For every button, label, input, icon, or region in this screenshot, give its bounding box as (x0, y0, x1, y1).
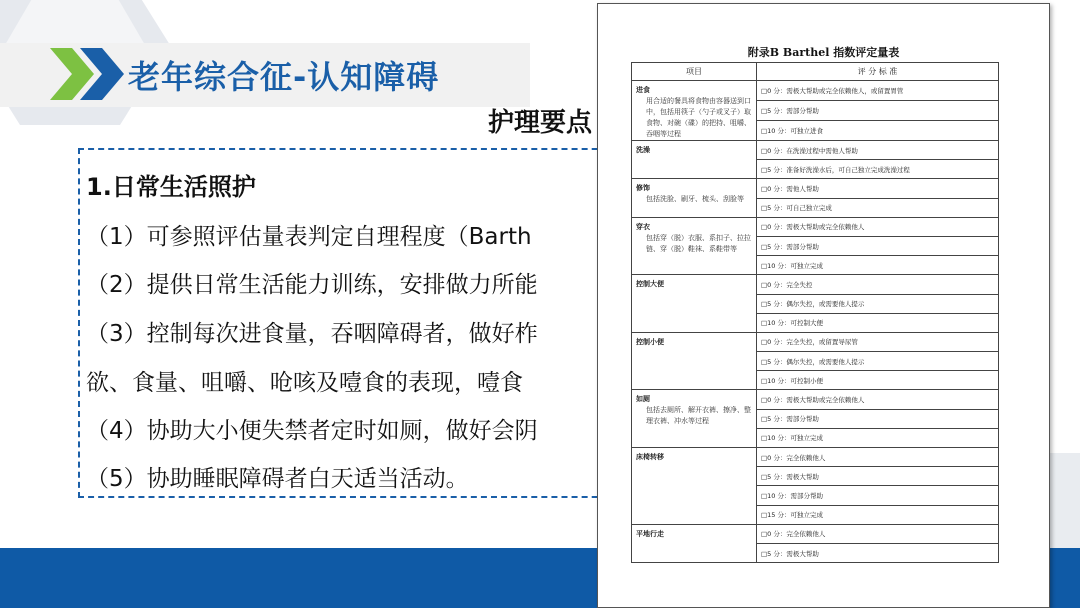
criteria-cell: □0 分：在洗澡过程中需他人帮助 (757, 141, 999, 160)
document-title: 附录B Barthel 指数评定量表 (747, 46, 900, 59)
item-name: 床椅转移 (636, 453, 664, 461)
table-row (632, 275, 999, 294)
chevron-arrows-icon (50, 48, 130, 100)
table-row (632, 141, 999, 160)
table-header-row (632, 63, 999, 81)
section-heading: 1.日常生活照护 (86, 173, 256, 201)
criteria-cell: □0 分：完全失控 (757, 275, 999, 294)
item-cell (632, 332, 757, 390)
care-line-1: （1）可参照评估量表判定自理程度（Barth (86, 224, 532, 250)
criteria-cell: □5 分：偶尔失控，或需要他人提示 (757, 294, 999, 313)
item-cell (632, 179, 757, 217)
item-description: 包括洗脸、刷牙、梳头、刮脸等 (646, 195, 744, 204)
item-cell (632, 524, 757, 562)
item-name: 洗澡 (636, 146, 650, 154)
care-line-6: （5）协助睡眠障碍者白天适当活动。 (86, 466, 469, 492)
criteria-cell: □5 分：可自己独立完成 (757, 198, 999, 217)
criteria-cell: □10 分：可独立完成 (757, 428, 999, 447)
criteria-cell: □5 分：需极大帮助 (757, 467, 999, 486)
item-cell (632, 81, 757, 141)
item-cell (632, 217, 757, 275)
criteria-cell: □10 分：可独立完成 (757, 256, 999, 275)
criteria-cell: □10 分：需部分帮助 (757, 486, 999, 505)
criteria-cell: □0 分：需极大帮助或完全依赖他人，或留置胃管 (757, 81, 999, 101)
criteria-cell: □5 分：偶尔失控，或需要他人提示 (757, 352, 999, 371)
care-line-4: 欲、食量、咀嚼、呛咳及噎食的表现，噎食 (86, 370, 523, 396)
criteria-cell: □5 分：需极大帮助 (757, 543, 999, 562)
item-name: 进食 (636, 86, 650, 94)
criteria-cell: □5 分：准备好洗澡水后，可自己独立完成洗澡过程 (757, 160, 999, 179)
item-name: 如厕 (636, 395, 650, 404)
item-cell (632, 141, 757, 179)
criteria-cell: □5 分：需部分帮助 (757, 236, 999, 255)
table-row (632, 390, 999, 409)
table-row (632, 448, 999, 467)
item-name: 修饰 (636, 184, 650, 193)
slide-subtitle: 护理要点 (488, 108, 593, 138)
care-line-3: （3）控制每次进食量，吞咽障碍者，做好柞 (86, 321, 538, 347)
criteria-cell: □0 分：完全依赖他人 (757, 524, 999, 543)
item-name: 平地行走 (636, 529, 664, 538)
col-criteria-header: 评 分 标 准 (757, 63, 999, 81)
criteria-cell: □0 分：需极大帮助或完全依赖他人 (757, 390, 999, 409)
criteria-cell: □10 分：可独立进食 (757, 121, 999, 141)
barthel-table (631, 62, 999, 563)
criteria-cell: □0 分：完全依赖他人 (757, 448, 999, 467)
item-cell (632, 275, 757, 333)
item-cell (632, 448, 757, 525)
table-row (632, 81, 999, 101)
table-row (632, 179, 999, 198)
table-row (632, 217, 999, 236)
col-item-header: 项目 (632, 63, 757, 81)
table-row (632, 524, 999, 543)
criteria-cell: □0 分：需极大帮助或完全依赖他人 (757, 217, 999, 236)
criteria-cell: □10 分：可控制小便 (757, 371, 999, 390)
barthel-document-page (597, 3, 1050, 608)
table-row (632, 332, 999, 351)
slide-title: 老年综合征-认知障碍 (128, 58, 440, 96)
care-line-2: （2）提供日常生活能力训练，安排做力所能 (86, 272, 538, 298)
item-name: 控制小便 (636, 337, 664, 346)
item-name: 控制大便 (636, 280, 664, 289)
criteria-cell: □0 分：完全失控，或留置导尿管 (757, 332, 999, 351)
item-description: 用合适的餐具将食物由容器送到口中，包括用筷子（勺子或叉子）取食物、对碗（碟）的把持、咀嚼、吞咽等过程 (646, 97, 751, 138)
criteria-cell: □5 分：需部分帮助 (757, 101, 999, 121)
criteria-cell: □0 分：需他人帮助 (757, 179, 999, 198)
criteria-cell: □10 分：可控制大便 (757, 313, 999, 332)
item-cell (632, 390, 757, 448)
criteria-cell: □5 分：需部分帮助 (757, 409, 999, 428)
item-description: 包括去厕所、解开衣裤、擦净、整理衣裤、冲水等过程 (646, 406, 751, 426)
item-name: 穿衣 (636, 222, 650, 231)
criteria-cell: □15 分：可独立完成 (757, 505, 999, 524)
item-description: 包括穿（脱）衣服、系扣子、拉拉链、穿（脱）鞋袜、系鞋带等 (646, 233, 751, 253)
care-line-5: （4）协助大小便失禁者定时如厕，做好会阴 (86, 418, 538, 444)
